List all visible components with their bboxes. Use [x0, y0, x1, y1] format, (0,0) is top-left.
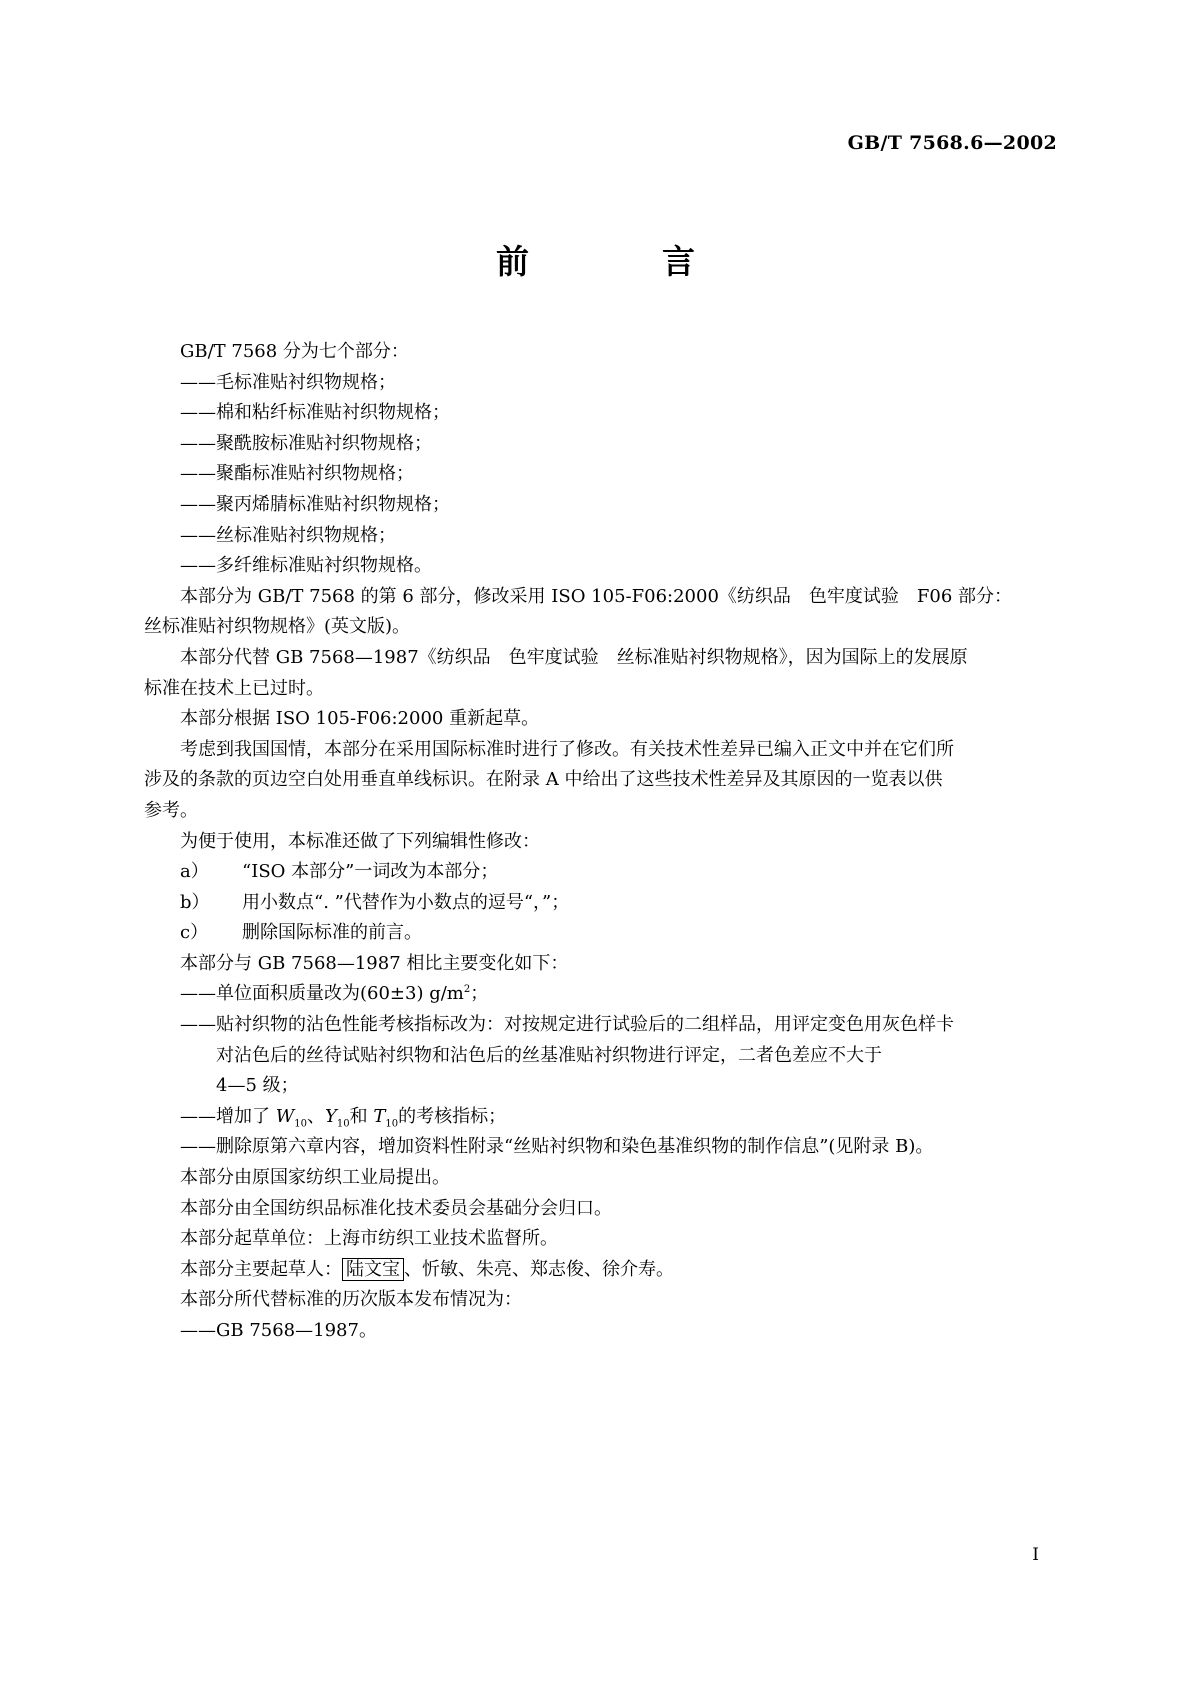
symbol-t: T — [373, 1105, 386, 1127]
parts-intro: GB/T 7568 分为七个部分： — [180, 341, 409, 362]
symbol-y: Y — [324, 1105, 337, 1127]
item-text: 用小数点“. ”代替作为小数点的逗号“，”； — [242, 891, 570, 913]
paragraph-modify-line1: 考虑到我国国情，本部分在采用国际标准时进行了修改。有关技术性差异已编入正文中并在它们所 — [180, 738, 954, 760]
item-text: 删除国际标准的前言。 — [242, 922, 422, 944]
list-item: ——棉和粘纤标准贴衬织物规格； — [180, 402, 450, 424]
item-label: c） — [180, 922, 209, 944]
list-item: ——聚酯标准贴衬织物规格； — [180, 463, 414, 485]
paragraph-adoption-line2: 丝标准贴衬织物规格》(英文版)。 — [144, 616, 411, 638]
separator: 、 — [306, 1105, 325, 1127]
list-item: ——毛标准贴衬织物规格； — [180, 371, 396, 393]
paragraph-redraft: 本部分根据 ISO 105-F06:2000 重新起草。 — [180, 708, 540, 730]
change-item-indices — [180, 1102, 1057, 1133]
change-item-mass — [180, 979, 1057, 1010]
change-text: ——单位面积质量改为(60±3) g/m — [180, 983, 464, 1005]
editorial-intro: 为便于使用，本标准还做了下列编辑性修改： — [180, 830, 540, 852]
change-item-staining-line2: 对沾色后的丝待试贴衬织物和沾色后的丝基准贴衬织物进行评定，二者色差应不大于 — [216, 1044, 882, 1066]
list-item: ——多纤维标准贴衬织物规格。 — [180, 555, 432, 577]
change-item-staining-line3: 4—5 级； — [216, 1075, 299, 1097]
history-item: ——GB 7568—1987。 — [180, 1320, 377, 1341]
list-item: ——聚丙烯腈标准贴衬织物规格； — [180, 493, 450, 515]
item-label: a） — [180, 861, 209, 883]
drafters-label: 本部分主要起草人： — [180, 1258, 342, 1280]
editorial-item-c — [180, 918, 1057, 949]
page-number: I — [1032, 1545, 1039, 1565]
change-item-annex: ——删除原第六章内容，增加资料性附录“丝贴衬织物和染色基准织物的制作信息”(见附录 B)。 — [180, 1136, 934, 1158]
item-text: “ISO 本部分”一词改为本部分； — [242, 861, 499, 883]
paragraph-replace-line1: 本部分代替 GB 7568—1987《纺织品 色牢度试验 丝标准贴衬织物规格》，因为国际上的发展原 — [180, 646, 968, 668]
change-text-end: ； — [470, 983, 489, 1005]
subscript: 10 — [294, 1118, 307, 1130]
standard-number: GB/T 7568.6—2002 — [847, 132, 1057, 154]
paragraph-drafting-unit: 本部分起草单位：上海市纺织工业技术监督所。 — [180, 1228, 558, 1250]
subscript: 10 — [336, 1118, 350, 1130]
subscript: 10 — [385, 1118, 399, 1130]
editorial-item-b — [180, 888, 1057, 919]
changes-intro: 本部分与 GB 7568—1987 相比主要变化如下： — [180, 952, 569, 974]
boxed-drafter-name: 陆文宝 — [342, 1258, 404, 1281]
paragraph-drafters — [180, 1255, 1057, 1286]
paragraph-proposed: 本部分由原国家纺织工业局提出。 — [180, 1167, 450, 1189]
paragraph-adoption-line1: 本部分为 GB/T 7568 的第 6 部分，修改采用 ISO 105-F06:2000《纺织品 色牢度试验 F06 部分： — [180, 585, 1013, 607]
foreword-body — [144, 337, 1057, 1347]
paragraph-modify-line2: 涉及的条款的页边空白处用垂直单线标识。在附录 A 中给出了这些技术性差异及其原因的一览表以供 — [144, 769, 943, 791]
paragraph-centralized: 本部分由全国纺织品标准化技术委员会基础分会归口。 — [180, 1197, 612, 1219]
item-label: b） — [180, 891, 210, 913]
list-item: ——丝标准贴衬织物规格； — [180, 524, 396, 546]
editorial-item-a — [180, 857, 1057, 888]
list-item: ——聚酰胺标准贴衬织物规格； — [180, 432, 432, 454]
change-text: ——增加了 — [180, 1105, 276, 1127]
superscript: 2 — [463, 984, 471, 996]
conjunction: 和 — [349, 1105, 374, 1127]
change-item-staining-line1: ——贴衬织物的沾色性能考核指标改为：对按规定进行试验后的二组样品，用评定变色用灰色样卡 — [180, 1014, 954, 1036]
drafters-rest: 、忻敏、朱亮、郑志俊、徐介寿。 — [404, 1258, 674, 1280]
symbol-w: W — [275, 1105, 295, 1127]
change-text-end: 的考核指标； — [398, 1105, 507, 1127]
page-title: 前 言 — [496, 242, 745, 281]
paragraph-history: 本部分所代替标准的历次版本发布情况为： — [180, 1289, 522, 1311]
paragraph-modify-line3: 参考。 — [144, 799, 198, 821]
paragraph-replace-line2: 标准在技术上已过时。 — [144, 677, 324, 699]
